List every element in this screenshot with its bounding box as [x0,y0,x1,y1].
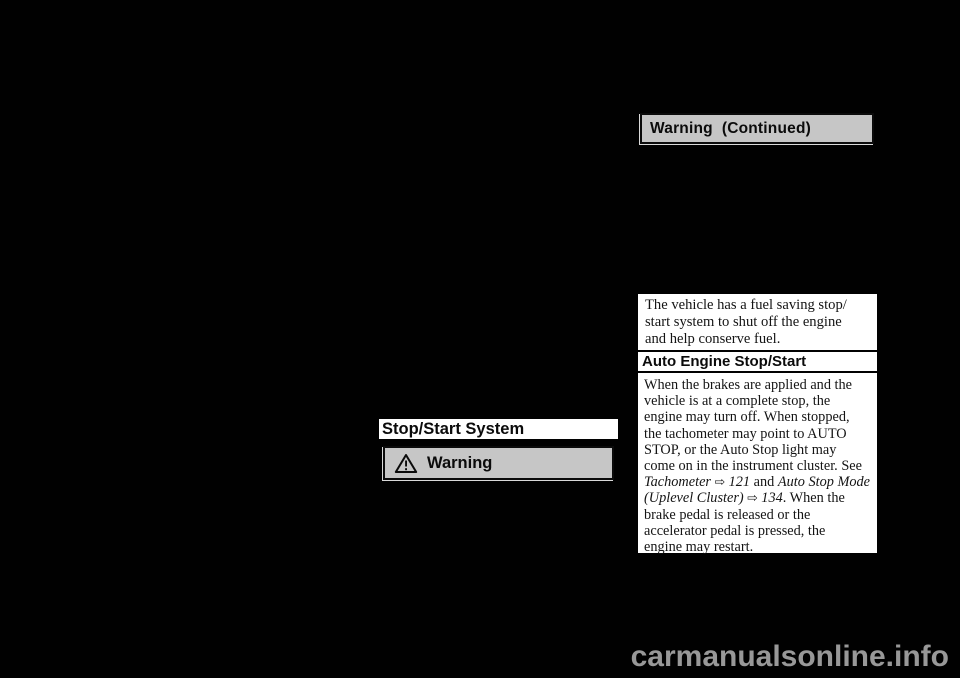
warning-continued-header [640,113,874,144]
text-line: vehicle is at a complete stop, the [644,393,831,410]
text-line: Tachometer ⇨ 121 and Auto Stop Mode [644,474,870,491]
text-line: come on in the instrument cluster. See [644,458,862,475]
text-line: STOP, or the Auto Stop light may [644,441,837,458]
stop-start-system-header [379,419,618,439]
stop-start-system-label: Stop/Start System [382,419,525,438]
auto-engine-paragraph [638,373,877,556]
text-line: the tachometer may point to AUTO [644,425,847,442]
warning-header [383,446,614,480]
text-line: engine may restart. [644,539,754,556]
auto-engine-stop-start-header [638,352,877,371]
warning-triangle-icon [394,453,418,474]
text-line: engine may turn off. When stopped, [644,409,850,426]
text-line: and help conserve fuel. [645,331,781,347]
fuel-saving-note [638,294,877,350]
text-line: accelerator pedal is pressed, the [644,522,826,539]
text-line: (Uplevel Cluster) ⇨ 134. When the [644,490,845,507]
auto-engine-stop-start-label: Auto Engine Stop/Start [642,353,807,370]
warning-label: Warning [427,453,493,472]
text-line: The vehicle has a fuel saving stop/ [645,297,847,313]
text-line: start system to shut off the engine [645,314,842,330]
text-line: brake pedal is released or the [644,506,811,523]
warning-continued-label: Warning (Continued) [650,119,811,137]
watermark: carmanualsonline.info [630,640,949,673]
text-line: When the brakes are applied and the [644,377,853,393]
